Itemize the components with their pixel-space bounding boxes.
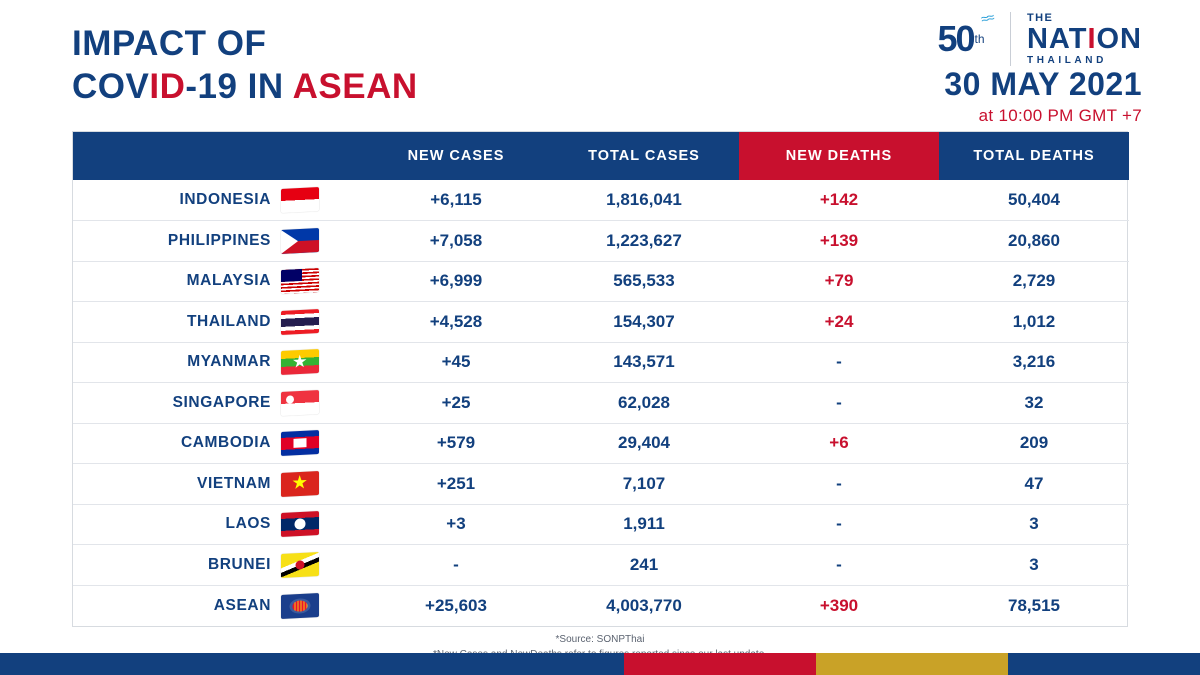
new-cases-cell: +579 <box>363 423 549 464</box>
total-deaths-cell: 3 <box>939 545 1129 586</box>
table-body <box>73 180 1129 626</box>
new-cases-cell: +25 <box>363 383 549 424</box>
total-cases-cell: 565,533 <box>549 261 739 302</box>
source-note-line-1: *Source: SONPThai <box>555 634 645 645</box>
total-deaths-cell: 209 <box>939 423 1129 464</box>
new-cases-cell: +6,115 <box>363 180 549 221</box>
flag-icon <box>281 187 319 213</box>
total-cases-cell: 7,107 <box>549 464 739 505</box>
page-title <box>72 22 418 109</box>
flag-icon <box>281 552 319 578</box>
flag-icon <box>281 511 319 537</box>
logo-th-suffix: th <box>974 32 985 46</box>
new-deaths-cell: - <box>739 342 939 383</box>
title-line-1: IMPACT OF <box>72 24 267 63</box>
total-deaths-cell: 50,404 <box>939 180 1129 221</box>
new-cases-cell: +251 <box>363 464 549 505</box>
table-row <box>73 423 1129 464</box>
country-cell <box>73 342 363 383</box>
flag-icon <box>281 471 319 497</box>
country-label: BRUNEI <box>207 555 271 573</box>
new-cases-cell: - <box>363 545 549 586</box>
country-cell-inner <box>73 269 353 293</box>
table-row <box>73 585 1129 626</box>
new-deaths-cell: +142 <box>739 180 939 221</box>
nation-thailand-text: THAILAND <box>1026 54 1107 66</box>
country-cell-inner <box>73 472 353 496</box>
new-cases-cell: +4,528 <box>363 302 549 343</box>
country-cell <box>73 585 363 626</box>
column-header-total-deaths: TOTAL DEATHS <box>939 132 1129 180</box>
new-deaths-cell: +6 <box>739 423 939 464</box>
column-header-new-deaths: NEW DEATHS <box>739 132 939 180</box>
nation-thailand-logo <box>1010 12 1142 66</box>
total-deaths-cell: 1,012 <box>939 302 1129 343</box>
total-cases-cell: 154,307 <box>549 302 739 343</box>
country-cell <box>73 180 363 221</box>
flag-icon <box>281 268 319 294</box>
country-cell-inner <box>73 188 353 212</box>
new-deaths-cell: - <box>739 464 939 505</box>
country-label: SINGAPORE <box>172 393 271 411</box>
total-deaths-cell: 78,515 <box>1008 595 1060 615</box>
total-deaths-cell: 47 <box>939 464 1129 505</box>
bottom-bar-red <box>624 653 816 675</box>
flag-icon <box>281 309 319 335</box>
column-header-country <box>73 132 363 180</box>
country-cell-inner <box>73 553 353 577</box>
country-cell-inner <box>73 391 353 415</box>
table-row <box>73 383 1129 424</box>
total-deaths-cell: 20,860 <box>939 221 1129 262</box>
new-cases-cell: +7,058 <box>363 221 549 262</box>
total-deaths-cell: 3,216 <box>939 342 1129 383</box>
total-deaths-cell: 2,729 <box>939 261 1129 302</box>
table-row <box>73 180 1129 221</box>
country-label: MYANMAR <box>187 353 271 371</box>
total-cases-cell: 29,404 <box>549 423 739 464</box>
flag-icon <box>281 430 319 456</box>
new-deaths-cell: +79 <box>739 261 939 302</box>
covid-stats-table <box>72 131 1128 627</box>
nation-on: ON <box>1096 23 1142 56</box>
country-label: MALAYSIA <box>186 272 271 290</box>
country-label: LAOS <box>225 515 271 533</box>
country-cell-inner <box>73 512 353 536</box>
bottom-bar-navy-2 <box>1008 653 1200 675</box>
table-row <box>73 342 1129 383</box>
title-line-2 <box>72 65 418 108</box>
table-row <box>73 545 1129 586</box>
nation-the-text: THE <box>1026 12 1054 24</box>
table-row <box>73 302 1129 343</box>
logo-fifty-text: 50 <box>937 18 974 59</box>
country-cell-inner <box>73 431 353 455</box>
flag-icon <box>281 593 319 619</box>
swoosh-icon: ≈≈ <box>979 8 994 28</box>
new-cases-cell: +3 <box>363 504 549 545</box>
table-header-row <box>73 132 1129 180</box>
report-date-time: at 10:00 PM GMT +7 <box>978 106 1142 125</box>
new-deaths-cell: +24 <box>739 302 939 343</box>
country-cell <box>73 221 363 262</box>
flag-icon <box>281 228 319 254</box>
new-deaths-cell: - <box>739 545 939 586</box>
country-label: CAMBODIA <box>180 434 271 452</box>
table-row <box>73 504 1129 545</box>
table-row <box>73 464 1129 505</box>
country-cell-inner <box>73 229 353 253</box>
brand-area <box>928 8 1142 66</box>
nation-i: I <box>1087 23 1097 56</box>
bottom-bar-gold <box>816 653 1008 675</box>
bottom-bar-navy <box>0 653 624 675</box>
country-cell <box>73 504 363 545</box>
new-cases-cell: +25,603 <box>425 595 487 615</box>
country-cell <box>73 261 363 302</box>
country-cell <box>73 302 363 343</box>
new-cases-cell: +6,999 <box>363 261 549 302</box>
total-deaths-cell: 3 <box>939 504 1129 545</box>
total-cases-cell: 4,003,770 <box>606 595 682 615</box>
title-asean: ASEAN <box>292 67 418 107</box>
new-deaths-cell: +139 <box>739 221 939 262</box>
total-cases-cell: 1,816,041 <box>549 180 739 221</box>
total-cases-cell: 241 <box>549 545 739 586</box>
column-header-total-cases: TOTAL CASES <box>549 132 739 180</box>
country-cell <box>73 423 363 464</box>
flag-icon <box>281 390 319 416</box>
new-deaths-cell: - <box>739 383 939 424</box>
country-cell-inner <box>73 594 353 618</box>
new-deaths-cell: - <box>739 504 939 545</box>
total-cases-cell: 1,223,627 <box>549 221 739 262</box>
total-cases-cell: 62,028 <box>549 383 739 424</box>
column-header-new-cases: NEW CASES <box>363 132 549 180</box>
table-row <box>73 261 1129 302</box>
country-cell-inner <box>73 350 353 374</box>
new-deaths-cell: +390 <box>819 595 859 615</box>
title-covid-id: ID <box>149 67 186 107</box>
country-label: THAILAND <box>186 312 271 330</box>
title-covid-cov: COV <box>72 67 150 107</box>
new-cases-cell: +45 <box>363 342 549 383</box>
nation-wordmark <box>1027 24 1142 54</box>
anniversary-50th-logo <box>928 8 994 66</box>
country-cell <box>73 545 363 586</box>
table-row <box>73 221 1129 262</box>
total-cases-cell: 1,911 <box>549 504 739 545</box>
bottom-color-bar <box>0 653 1200 675</box>
report-date <box>944 66 1142 126</box>
report-date-main: 30 MAY 2021 <box>944 66 1142 102</box>
total-deaths-cell: 32 <box>939 383 1129 424</box>
country-label: ASEAN <box>213 596 271 614</box>
total-cases-cell: 143,571 <box>549 342 739 383</box>
country-label: INDONESIA <box>179 191 271 208</box>
country-cell <box>73 383 363 424</box>
country-cell <box>73 464 363 505</box>
flag-icon <box>281 349 319 375</box>
country-label: PHILIPPINES <box>167 231 271 249</box>
nation-nat: NAT <box>1026 23 1088 56</box>
title-covid-19in: -19 IN <box>185 67 293 107</box>
country-cell-inner <box>73 310 353 334</box>
country-label: VIETNAM <box>197 474 271 492</box>
